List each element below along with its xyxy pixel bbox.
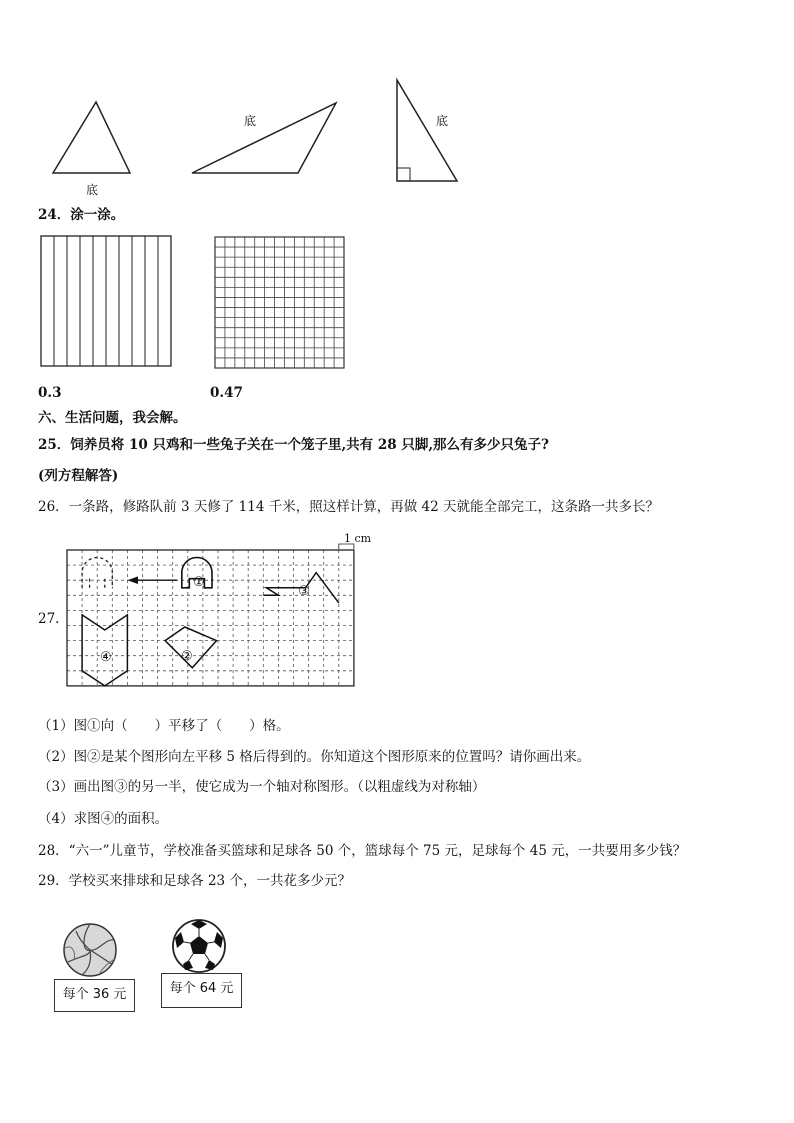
q27-number: 27. xyxy=(38,611,60,627)
volleyball-price-box: 每个 36 元 xyxy=(54,979,135,1012)
volleyball-icon xyxy=(62,922,122,982)
translation-grid xyxy=(66,548,366,700)
football-price-box: 每个 64 元 xyxy=(161,973,242,1008)
q24-value-1: 0.3 xyxy=(38,385,62,401)
hundredths-grid xyxy=(214,236,346,370)
obtuse-triangle xyxy=(192,103,336,173)
right-angle-mark xyxy=(397,168,410,181)
q25-text: 25．饲养员将 10 只鸡和一些兔子关在一个笼子里,共有 28 只脚,那么有多少只兔子? xyxy=(38,437,549,453)
q29-text: 29．学校买来排球和足球各 23 个，一共花多少元？ xyxy=(38,873,351,889)
triangle-base-label-1: 底 xyxy=(86,183,99,197)
shape-3-label: ③ xyxy=(298,584,310,599)
triangle-figures xyxy=(0,0,794,200)
q27-part-1: （1）图①向（ ）平移了（ ）格。 xyxy=(38,718,290,734)
tenths-grid xyxy=(40,235,175,370)
q24-value-2: 0.47 xyxy=(210,385,243,401)
q27-part-4: （4）求图④的面积。 xyxy=(38,811,169,827)
translation-arrowhead xyxy=(127,576,138,584)
shape-2-label: ② xyxy=(181,649,193,664)
q27-part-2: （2）图②是某个图形向左平移 5 格后得到的。你知道这个图形原来的位置吗？请你画出来。 xyxy=(38,749,591,765)
q26-text: 26．一条路，修路队前 3 天修了 114 千米，照这样计算，再做 42 天就能全部完工，这条路一共多长？ xyxy=(38,499,659,515)
triangle-base-label-3: 底 xyxy=(436,114,449,128)
q27-scale-label: 1 cm xyxy=(344,532,372,545)
q24-title: 24．涂一涂。 xyxy=(38,207,125,223)
equilateral-triangle xyxy=(53,102,130,173)
hundredths-grid-border xyxy=(215,237,344,368)
q25-hint: (列方程解答) xyxy=(38,468,119,484)
football-icon xyxy=(171,918,231,978)
section6-title: 六、生活问题，我会解。 xyxy=(38,410,187,426)
shape-4-label: ④ xyxy=(100,650,112,665)
q27-part-3: （3）画出图③的另一半，使它成为一个轴对称图形。（以粗虚线为对称轴） xyxy=(38,779,486,795)
triangle-base-label-2: 底 xyxy=(244,114,257,128)
q28-text: 28．“六一”儿童节，学校准备买篮球和足球各 50 个，篮球每个 75 元，足球每个 45 元，一共要用多少钱？ xyxy=(38,843,687,859)
right-triangle xyxy=(397,80,457,181)
shape-1-label: ① xyxy=(193,575,205,590)
